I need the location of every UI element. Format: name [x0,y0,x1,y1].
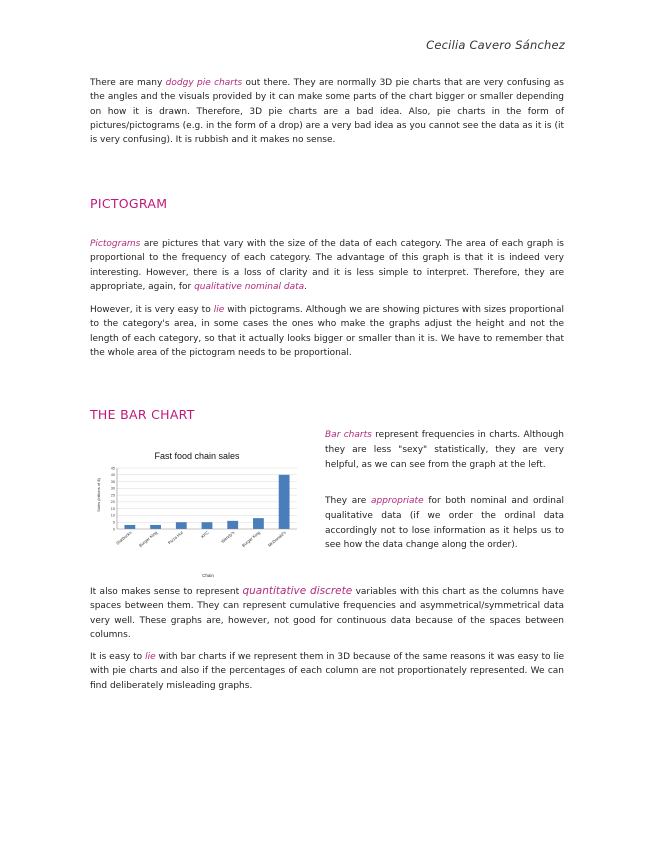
chart-y-tick-label: 40 [110,473,115,478]
intro-paragraph [90,76,564,147]
pictograms-term: Pictograms [90,239,141,249]
bar-charts-term: Bar charts [325,430,372,440]
pictogram-p1-text-a: are pictures that vary with the size of the data of each category. The area of each graph is proportional to the frequency of each category. The advantage of this graph is that it is indeed very interesting. However, there is a loss of clarity and it is less simple to interpret. Therefore, they are appropriate, again, for [90,239,564,292]
bar-chart-side-paragraph-1 [325,428,564,472]
bar-p2-text-a: It is easy to [90,652,146,662]
chart-y-tick-label: 0 [112,527,115,532]
qualitative-nominal-term: qualitative nominal data [194,281,305,292]
chart-x-axis-label: Chain [202,573,214,578]
bar-chart [90,440,315,580]
bar-chart-heading: THE BAR CHART [90,407,195,422]
chart-y-tick-label: 20 [110,500,115,505]
bar-side-1-text: represent frequencies in charts. Although they are less "sexy" statistically, they are very helpful, as we can see from the graph at the left. [325,430,565,470]
pictogram-p1-text-b: . [304,281,308,292]
pictogram-p2-text-b: with pictograms. Although we are showing pictures with sizes proportional to the category's area, in some cases the ones who make the graphs adjust the height and not the length of each category, so that it actually looks bigger or smaller than it is. We have to remember that the whole area of the pictogram needs to be proportional. [90,305,564,358]
lie-term-2: lie [145,652,156,662]
bar-p1-text-b: variables with this chart as the columns have spaces between them. They can represent cumulative frequencies and asymmetrical/symmetrical data very well. These graphs are, however, not good for continuous data because of the spaces between columns. [90,587,564,640]
chart-y-tick-label: 35 [110,479,115,484]
bar-chart-paragraph-1 [90,584,564,642]
appropriate-term: appropriate [370,496,424,506]
author-name: Cecilia Cavero Sánchez [426,38,565,52]
chart-y-axis-label: Sales (billions of $) [96,478,101,512]
chart-y-tick-label: 45 [110,466,115,471]
bar-p1-text-a: It also makes sense to represent [90,587,243,597]
bar-p2-text-b: with bar charts if we represent them in 3D because of the same reasons it was easy to lie with pie charts and also if the percentages of each column are not proportionately represented. We can find deliberately misleading graphs. [90,652,565,691]
pictogram-heading: PICTOGRAM [90,196,168,211]
chart-category-label: Pizza Hut [166,529,184,546]
chart-category-label: Burger King [240,529,262,548]
pictogram-paragraph-2 [90,303,564,360]
chart-bar [176,522,187,529]
chart-category-label: Burger King [138,529,159,548]
intro-text-b: out there. They are normally 3D pie charts that are very confusing as the angles and the visuals provided by it can make some parts of the chart bigger or smaller depending on how it is drawn. Therefore, 3D pie charts are a bad idea. Also, pie charts in the form of pictures/pictograms (e.g. in the form of a drop) are a very bad idea as you cannot see the data as it is (it is very confusing). It is rubbish and it makes no sense. [90,78,565,146]
chart-category-label: KFC [200,529,210,540]
chart-bar [124,525,135,529]
bar-chart-paragraph-2 [90,650,564,693]
lie-term: lie [213,305,225,315]
chart-y-tick-label: 30 [110,486,115,491]
quantitative-discrete-term: quantitative discrete [242,585,353,597]
chart-y-tick-label: 15 [110,506,115,511]
chart-category-label: Wendy's [219,529,236,544]
chart-bar [150,525,161,529]
chart-y-tick-label: 10 [110,513,115,518]
chart-bar [202,522,213,529]
bar-chart-side-paragraph-2 [325,494,564,553]
chart-y-tick-label: 5 [112,520,115,525]
chart-bar [227,521,238,529]
pictogram-paragraph-1 [90,237,564,294]
chart-category-label: Starbucks [115,529,133,546]
intro-text-a: There are many [90,78,166,88]
pictogram-p2-text-a: However, it is very easy to [90,305,214,315]
chart-title: Fast food chain sales [154,451,240,461]
chart-bar [253,518,264,529]
dodgy-pie-charts-term: dodgy pie charts [165,78,243,88]
chart-category-label: McDonald's [266,529,287,548]
bar-side-2-text-a: They are [325,496,371,506]
chart-bar [279,475,290,529]
chart-y-tick-label: 25 [110,493,115,498]
bar-side-2-text-b: for both nominal and ordinal qualitative data (if we order the ordinal data accordingly not to lose information as it helps us to see how the data change along the order). [325,496,564,551]
